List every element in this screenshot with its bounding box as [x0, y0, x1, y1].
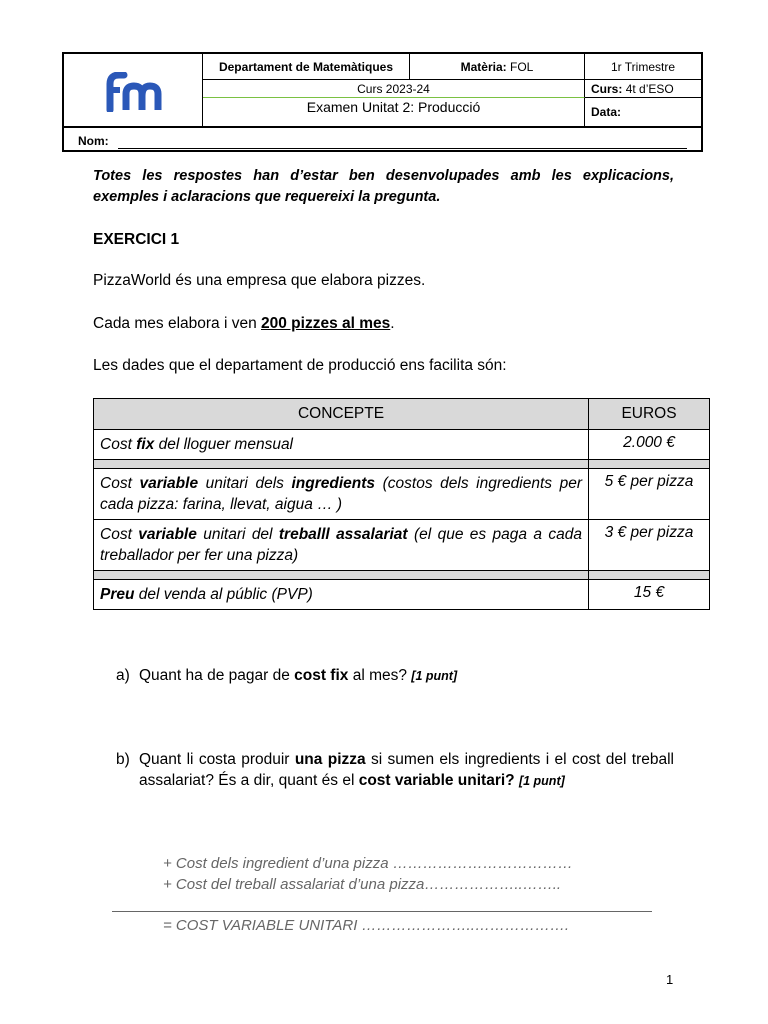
question-b-bold2: cost variable unitari? [358, 772, 515, 789]
course-value: 4t d’ESO [625, 81, 674, 96]
date-label: Data: [591, 105, 622, 119]
question-a-marker: a) [116, 667, 130, 684]
row2-concept [94, 469, 589, 520]
monthly-prefix: Cada mes elabora i ven [93, 315, 262, 332]
row2-value: 5 € per pizza [589, 469, 710, 520]
question-a [139, 665, 457, 687]
sum-divider [112, 911, 652, 912]
spacer-cell [589, 460, 710, 469]
row4-bold: Preu [100, 586, 135, 603]
row1-concept [94, 430, 589, 460]
data-intro: Les dades que el departament de producció ens facilita són: [93, 357, 507, 374]
header-euros: EUROS [589, 399, 710, 430]
row3-bold1: variable [138, 526, 197, 543]
name-field-line[interactable] [118, 148, 687, 149]
spacer-cell [589, 571, 710, 580]
spacer-row [94, 460, 710, 469]
question-a-post: al mes? [348, 667, 412, 684]
row3-bold2: treballl assalariat [278, 526, 408, 543]
calc-line-ingredients: + Cost dels ingredient d’una pizza ……………………………… [163, 855, 573, 872]
row2-pre: Cost [100, 475, 140, 492]
row3-mid: unitari del [196, 526, 279, 543]
question-b-pre: Quant li costa produir [139, 751, 295, 768]
instructions: Totes les respostes han d’estar ben desenvolupades amb les explicacions, exemples i aclaracions que requereixi la pregunta. [93, 168, 674, 205]
school-logo-icon [106, 72, 162, 112]
spacer-cell [94, 460, 589, 469]
row3-pre: Cost [100, 526, 139, 543]
department-name: Departament de Matemàtiques [203, 54, 410, 80]
question-b-marker: b) [116, 751, 130, 768]
question-b [139, 749, 674, 792]
course [585, 80, 701, 98]
question-b-bold: una pizza [294, 751, 366, 768]
name-label: Nom: [78, 134, 109, 148]
question-b-points: [1 punt] [518, 774, 565, 788]
cost-table [93, 398, 710, 610]
row4-post: del venda al públic (PVP) [134, 586, 313, 603]
logo-cell [64, 54, 203, 126]
row4-value: 15 € [589, 580, 710, 610]
question-a-pre: Quant ha de pagar de [139, 667, 295, 684]
table-row [94, 580, 710, 610]
monthly-suffix: . [390, 315, 395, 332]
school-year: Curs 2023-24 [203, 80, 585, 98]
course-label: Curs: [591, 81, 623, 96]
header-concept: CONCEPTE [94, 399, 589, 430]
spacer-cell [94, 571, 589, 580]
row2-mid: unitari dels [198, 475, 292, 492]
table-header-row [94, 399, 710, 430]
row3-value: 3 € per pizza [589, 520, 710, 571]
row1-post: del lloguer mensual [154, 436, 294, 453]
row1-value: 2.000 € [589, 430, 710, 460]
subject-label: Matèria: [460, 59, 507, 74]
exam-title: Examen Unitat 2: Producció [203, 98, 585, 126]
row2-bold1: variable [139, 475, 199, 492]
page-number: 1 [666, 972, 674, 987]
subject-value: FOL [510, 59, 534, 74]
monthly-production [93, 313, 395, 334]
question-b-mid: si sumen els ingredients i el cost del treball assalariat? És a dir, quant és el [139, 751, 675, 789]
exam-header [62, 52, 703, 152]
row3-post: (el que es paga a cada treballador per fer una pizza) [100, 526, 582, 564]
row4-concept [94, 580, 589, 610]
table-row [94, 430, 710, 460]
monthly-quantity: 200 pizzes al mes [261, 315, 391, 332]
table-row [94, 520, 710, 571]
calc-line-labour: + Cost del treball assalariat d’una pizza………………..…….. [163, 876, 562, 893]
name-row [64, 126, 701, 152]
row2-post: (costos dels ingredients per cada pizza: farina, llevat, aigua … ) [100, 475, 582, 513]
question-a-points: [1 punt] [411, 669, 458, 683]
row1-bold: fix [136, 436, 155, 453]
row1-pre: Cost [100, 436, 137, 453]
question-a-bold: cost fix [294, 667, 349, 684]
subject [410, 54, 585, 80]
exercise-intro: PizzaWorld és una empresa que elabora pizzes. [93, 272, 426, 289]
calc-total: = COST VARIABLE UNITARI …………………..………………. [163, 917, 570, 934]
table-row [94, 469, 710, 520]
row2-bold2: ingredients [291, 475, 376, 492]
exercise-title: EXERCICI 1 [93, 231, 180, 248]
term: 1r Trimestre [585, 54, 701, 80]
spacer-row [94, 571, 710, 580]
row3-concept [94, 520, 589, 571]
